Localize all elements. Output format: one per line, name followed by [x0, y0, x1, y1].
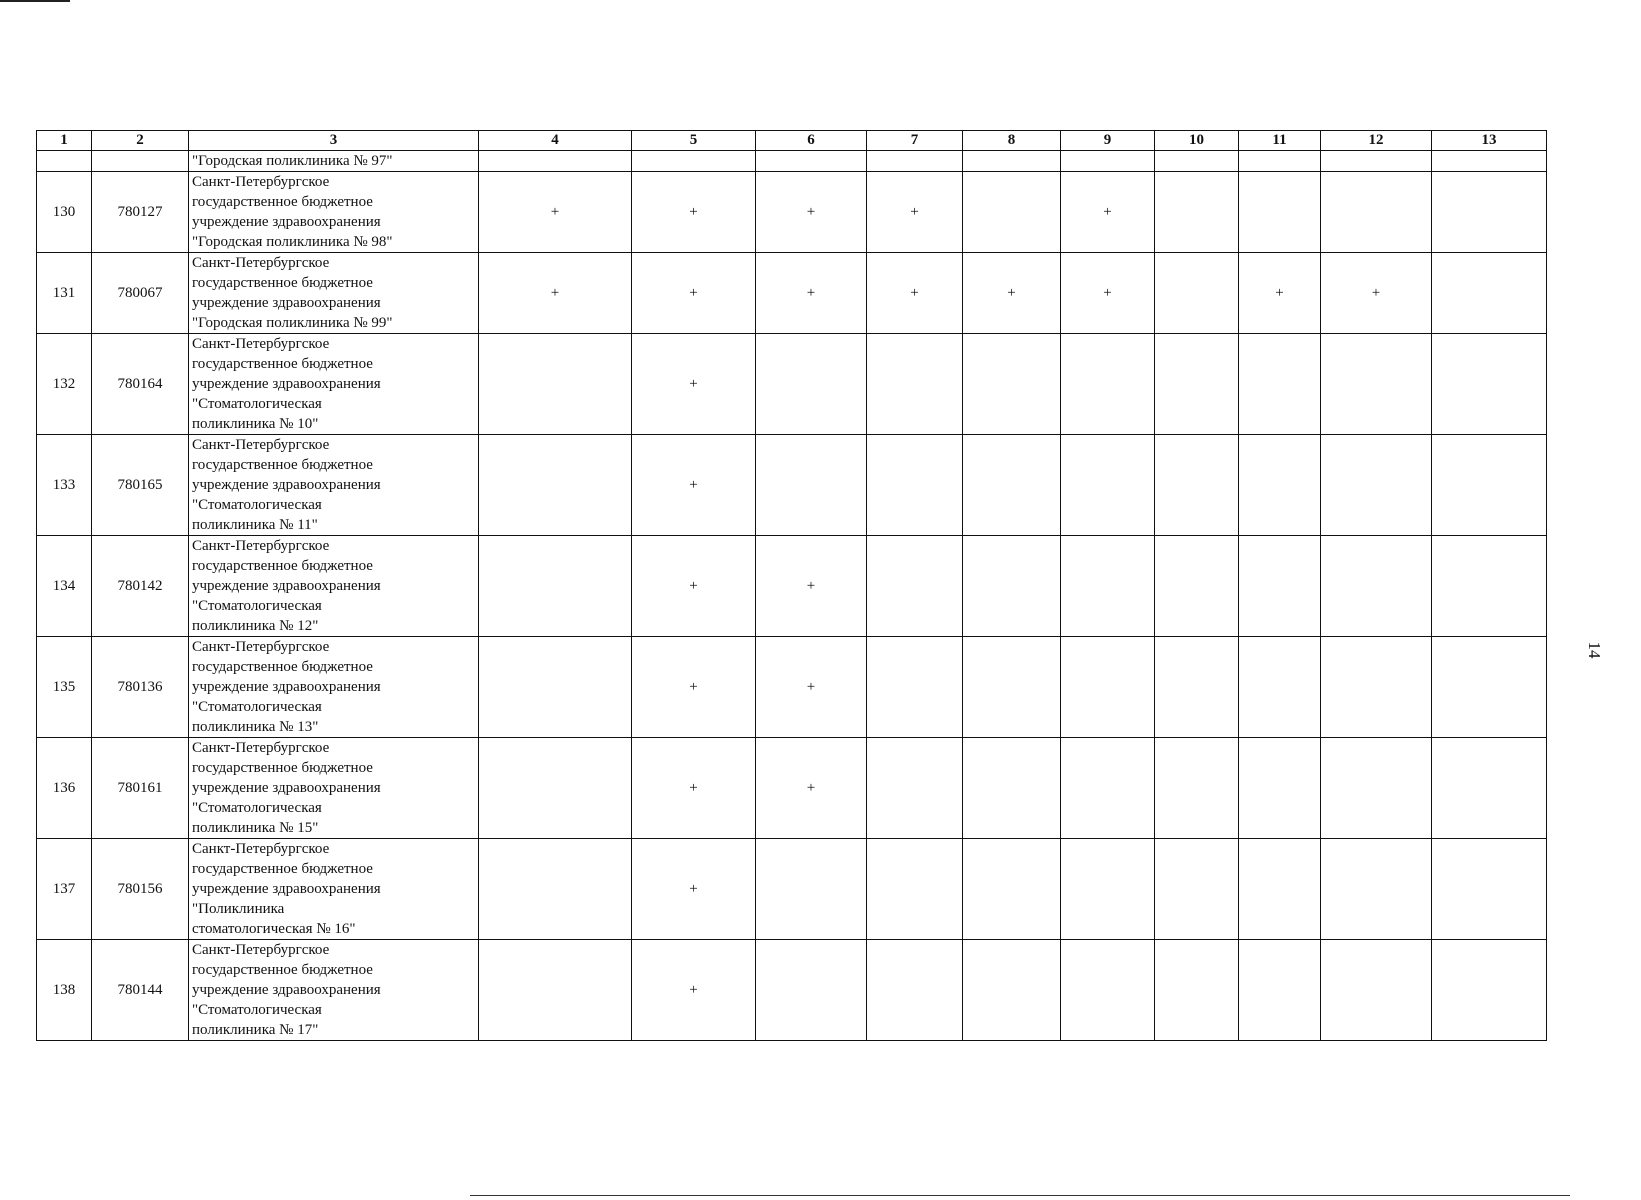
- institution-name-line: учреждение здравоохранения: [192, 679, 381, 695]
- institution-name-line: "Стоматологическая: [192, 800, 322, 816]
- mark-cell: +: [479, 172, 632, 253]
- mark-cell: [1321, 839, 1432, 940]
- mark-cell: +: [1061, 253, 1155, 334]
- institution-name-line: Санкт-Петербургское: [192, 174, 330, 190]
- row-number: 132: [37, 334, 92, 435]
- mark-cell: [1239, 172, 1321, 253]
- institution-name-line: учреждение здравоохранения: [192, 295, 381, 311]
- institution-name-line: "Городская поликлиника № 99": [192, 315, 393, 331]
- row-number: 130: [37, 172, 92, 253]
- institution-name-line: "Стоматологическая: [192, 1002, 322, 1018]
- table-row: [37, 536, 1547, 637]
- col-header: 11: [1239, 131, 1321, 151]
- row-number: 134: [37, 536, 92, 637]
- registry-code: 780127: [92, 172, 189, 253]
- table-row: [37, 637, 1547, 738]
- institution-name-line: Санкт-Петербургское: [192, 538, 330, 554]
- mark-cell: [867, 839, 963, 940]
- table-row: [37, 839, 1547, 940]
- institution-name-line: поликлиника № 13": [192, 719, 319, 735]
- institution-name-line: учреждение здравоохранения: [192, 881, 381, 897]
- mark-cell: +: [479, 253, 632, 334]
- header-row: [37, 131, 1547, 151]
- institution-name: [189, 536, 479, 637]
- col-header: 3: [189, 131, 479, 151]
- institution-name-line: Санкт-Петербургское: [192, 336, 330, 352]
- mark-cell: [1432, 839, 1547, 940]
- mark-cell: [1239, 435, 1321, 536]
- mark-cell: [1321, 738, 1432, 839]
- mark-cell: [1239, 536, 1321, 637]
- registry-code: 780156: [92, 839, 189, 940]
- table-row: [37, 940, 1547, 1041]
- institution-name-line: государственное бюджетное: [192, 275, 373, 291]
- mark-cell: +: [963, 253, 1061, 334]
- mark-cell: [867, 334, 963, 435]
- mark-cell: [1239, 637, 1321, 738]
- institution-name-line: поликлиника № 10": [192, 416, 319, 432]
- col-header: 7: [867, 131, 963, 151]
- institution-name-line: Санкт-Петербургское: [192, 841, 330, 857]
- institution-name-line: государственное бюджетное: [192, 356, 373, 372]
- institution-name-line: поликлиника № 11": [192, 517, 318, 533]
- mark-cell: [479, 940, 632, 1041]
- mark-cell: [1239, 839, 1321, 940]
- mark-cell: [1432, 536, 1547, 637]
- institution-name-line: Санкт-Петербургское: [192, 740, 330, 756]
- registry-code: 780067: [92, 253, 189, 334]
- institution-name-line: учреждение здравоохранения: [192, 780, 381, 796]
- col-header: 9: [1061, 131, 1155, 151]
- mark-cell: [479, 435, 632, 536]
- institution-name-line: государственное бюджетное: [192, 659, 373, 675]
- institution-name-line: государственное бюджетное: [192, 194, 373, 210]
- institution-name-line: государственное бюджетное: [192, 760, 373, 776]
- table-row: [37, 253, 1547, 334]
- mark-cell: [1321, 334, 1432, 435]
- registry-code: 780165: [92, 435, 189, 536]
- institution-name-line: государственное бюджетное: [192, 962, 373, 978]
- col-header: 5: [632, 131, 756, 151]
- registry-code: 780136: [92, 637, 189, 738]
- mark-cell: [963, 435, 1061, 536]
- col-header: 13: [1432, 131, 1547, 151]
- institution-name: [189, 940, 479, 1041]
- mark-cell: [963, 738, 1061, 839]
- institution-name: [189, 253, 479, 334]
- institution-name-line: Санкт-Петербургское: [192, 639, 330, 655]
- row-number: 133: [37, 435, 92, 536]
- mark-cell: [867, 435, 963, 536]
- registry-code: 780164: [92, 334, 189, 435]
- mark-cell: [1155, 738, 1239, 839]
- mark-cell: [479, 839, 632, 940]
- mark-cell: +: [756, 253, 867, 334]
- table-row: [37, 435, 1547, 536]
- col-header: 1: [37, 131, 92, 151]
- institution-name-line: поликлиника № 17": [192, 1022, 319, 1038]
- registry-code: 780142: [92, 536, 189, 637]
- institution-name-line: учреждение здравоохранения: [192, 376, 381, 392]
- page-number: 14: [1585, 641, 1604, 659]
- mark-cell: [1155, 172, 1239, 253]
- mark-cell: +: [1239, 253, 1321, 334]
- institution-name-line: государственное бюджетное: [192, 558, 373, 574]
- col-header: 10: [1155, 131, 1239, 151]
- mark-cell: +: [756, 172, 867, 253]
- mark-cell: [1155, 839, 1239, 940]
- bottom-rule: [470, 1195, 1570, 1196]
- registry-table: [36, 130, 1547, 1041]
- mark-cell: [1155, 940, 1239, 1041]
- mark-cell: [1321, 940, 1432, 1041]
- col-header: 6: [756, 131, 867, 151]
- mark-cell: [867, 738, 963, 839]
- institution-name: [189, 435, 479, 536]
- mark-cell: [1432, 253, 1547, 334]
- row-number: 135: [37, 637, 92, 738]
- institution-name-line: "Поликлиника: [192, 901, 285, 917]
- institution-name: [189, 637, 479, 738]
- mark-cell: [1321, 435, 1432, 536]
- institution-name-line: "Стоматологическая: [192, 699, 322, 715]
- institution-name-line: государственное бюджетное: [192, 457, 373, 473]
- mark-cell: [963, 940, 1061, 1041]
- mark-cell: [963, 334, 1061, 435]
- mark-cell: [963, 637, 1061, 738]
- mark-cell: +: [632, 172, 756, 253]
- institution-name: [189, 334, 479, 435]
- mark-cell: [867, 637, 963, 738]
- mark-cell: [479, 637, 632, 738]
- row-number: 136: [37, 738, 92, 839]
- institution-name-line: "Стоматологическая: [192, 396, 322, 412]
- mark-cell: [963, 172, 1061, 253]
- institution-name-line: государственное бюджетное: [192, 861, 373, 877]
- mark-cell: [1321, 536, 1432, 637]
- mark-cell: [963, 536, 1061, 637]
- mark-cell: +: [1321, 253, 1432, 334]
- mark-cell: [1239, 940, 1321, 1041]
- mark-cell: [1061, 940, 1155, 1041]
- institution-name-line: учреждение здравоохранения: [192, 214, 381, 230]
- mark-cell: +: [632, 536, 756, 637]
- mark-cell: [1321, 172, 1432, 253]
- table-row: [37, 334, 1547, 435]
- institution-name-line: Санкт-Петербургское: [192, 437, 330, 453]
- col-header: 4: [479, 131, 632, 151]
- registry-code: 780144: [92, 940, 189, 1041]
- col-header: 12: [1321, 131, 1432, 151]
- mark-cell: [1155, 637, 1239, 738]
- institution-name-line: учреждение здравоохранения: [192, 477, 381, 493]
- mark-cell: [1155, 536, 1239, 637]
- top-rule: [0, 0, 70, 2]
- col-header: 2: [92, 131, 189, 151]
- mark-cell: [1239, 334, 1321, 435]
- institution-name-line: "Городская поликлиника № 98": [192, 234, 393, 250]
- mark-cell: [1432, 637, 1547, 738]
- institution-name-line: поликлиника № 12": [192, 618, 319, 634]
- mark-cell: +: [632, 940, 756, 1041]
- mark-cell: +: [632, 253, 756, 334]
- mark-cell: [1432, 435, 1547, 536]
- mark-cell: [867, 536, 963, 637]
- mark-cell: [867, 940, 963, 1041]
- row-number: 137: [37, 839, 92, 940]
- continuation-row: [37, 151, 1547, 172]
- institution-name: [189, 738, 479, 839]
- institution-name-line: учреждение здравоохранения: [192, 982, 381, 998]
- mark-cell: [479, 536, 632, 637]
- mark-cell: +: [867, 172, 963, 253]
- institution-name-line: поликлиника № 15": [192, 820, 319, 836]
- mark-cell: [1321, 637, 1432, 738]
- row-number: 131: [37, 253, 92, 334]
- mark-cell: [1432, 738, 1547, 839]
- mark-cell: +: [867, 253, 963, 334]
- mark-cell: +: [756, 738, 867, 839]
- mark-cell: [1432, 940, 1547, 1041]
- mark-cell: [756, 334, 867, 435]
- mark-cell: [1155, 435, 1239, 536]
- institution-name-line: "Стоматологическая: [192, 497, 322, 513]
- mark-cell: [1061, 839, 1155, 940]
- mark-cell: [1239, 738, 1321, 839]
- mark-cell: [756, 435, 867, 536]
- institution-name-line: стоматологическая № 16": [192, 921, 356, 937]
- mark-cell: +: [632, 435, 756, 536]
- mark-cell: +: [1061, 172, 1155, 253]
- mark-cell: [1155, 334, 1239, 435]
- mark-cell: +: [632, 334, 756, 435]
- institution-name-line: Санкт-Петербургское: [192, 255, 330, 271]
- institution-name-line: Санкт-Петербургское: [192, 942, 330, 958]
- institution-name-line: "Стоматологическая: [192, 598, 322, 614]
- registry-code: 780161: [92, 738, 189, 839]
- institution-name: [189, 839, 479, 940]
- mark-cell: +: [632, 839, 756, 940]
- mark-cell: [1061, 334, 1155, 435]
- mark-cell: [479, 738, 632, 839]
- mark-cell: +: [632, 738, 756, 839]
- mark-cell: +: [632, 637, 756, 738]
- mark-cell: [1061, 738, 1155, 839]
- mark-cell: [1061, 536, 1155, 637]
- mark-cell: +: [756, 536, 867, 637]
- institution-name-line: учреждение здравоохранения: [192, 578, 381, 594]
- mark-cell: [963, 839, 1061, 940]
- mark-cell: +: [756, 637, 867, 738]
- institution-name: [189, 172, 479, 253]
- institution-name: "Городская поликлиника № 97": [189, 151, 479, 172]
- mark-cell: [756, 839, 867, 940]
- mark-cell: [1061, 435, 1155, 536]
- mark-cell: [1432, 334, 1547, 435]
- mark-cell: [1432, 172, 1547, 253]
- table-row: [37, 738, 1547, 839]
- mark-cell: [1155, 253, 1239, 334]
- mark-cell: [1061, 637, 1155, 738]
- mark-cell: [479, 334, 632, 435]
- col-header: 8: [963, 131, 1061, 151]
- mark-cell: [756, 940, 867, 1041]
- table-row: [37, 172, 1547, 253]
- row-number: 138: [37, 940, 92, 1041]
